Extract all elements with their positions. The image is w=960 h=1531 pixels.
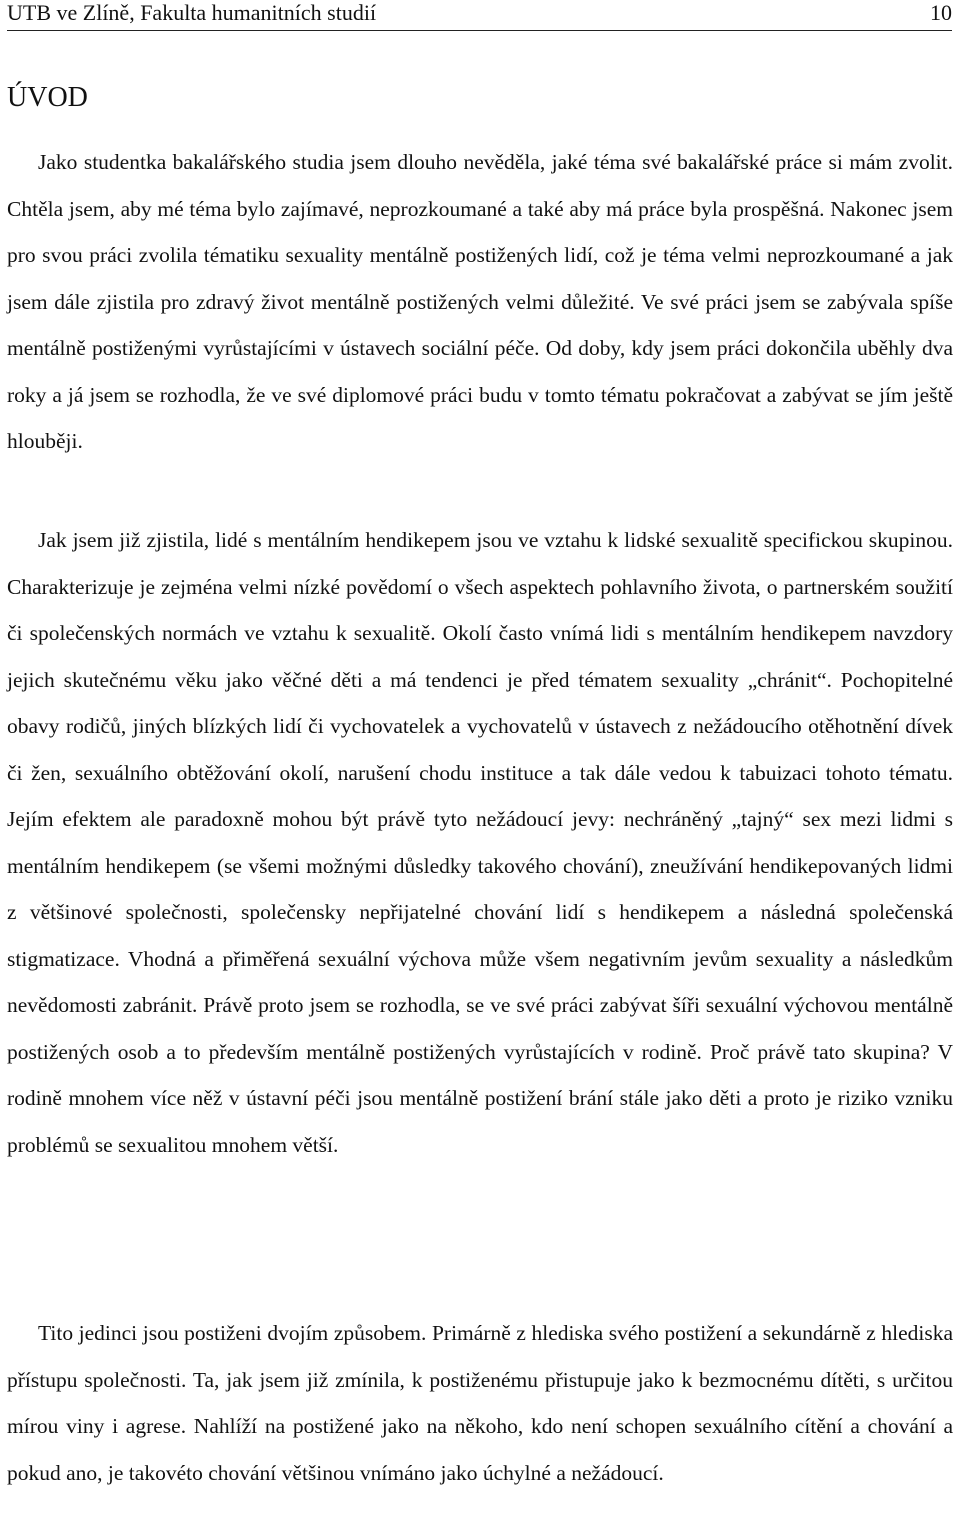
paragraph-2: Jak jsem již zjistila, lidé s mentálním hendikepem jsou ve vztahu k lidské sexualitě specifickou skupinou. Charakterizuje je zejména velmi nízké povědomí o všech aspektech pohlavního života, o partnerském soužití či společenských normách ve vztahu k sexualitě. Okolí často vnímá lidi s mentálním hendikepem navzdory jejich skutečnému věku jako věčné děti a má tendenci je před tématem sexuality „chránit“. Pochopitelné obavy rodičů, jiných blízkých lidí či vychovatelek a vychovatelů v ústavech z nežádoucího otěhotnění dívek či žen, sexuálního obtěžování okolí, narušení chodu instituce a tak dále vedou k tabuizaci tohoto tématu. Jejím efektem ale paradoxně mohou být právě tyto nežádoucí jevy: nechráněný „tajný“ sex mezi lidmi s mentálním hendikepem (se všemi možnými důsledky takového chování), zneužívání hendikepovaných lidmi z většinové společnosti, společensky nepřijatelné chování lidí s hendikepem a následná společenská stigmatizace. Vhodná a přiměřená sexuální výchova může všem negativním jevům sexuality a následkům nevědomosti zabránit. Právě proto jsem se rozhodla, se ve své práci zabývat šíři sexuální výchovou mentálně postižených osob a to především mentálně postižených vyrůstajících v rodině. Proč právě tato skupina? V rodině mnohem více něž v ústavní péči jsou mentálně postižení brání stále jako děti a proto je riziko vzniku problémů se sexualitou mnohem větší.: [7, 528, 953, 1157]
page-number: 10: [930, 0, 952, 25]
paragraph-3: Tito jedinci jsou postiženi dvojím způsobem. Primárně z hlediska svého postižení a sekundárně z hlediska přístupu společnosti. Ta, jak jsem již zmínila, k postiženému přistupuje jako k bezmocnému dítěti, s určitou mírou viny i agrese. Nahlíží na postižené jako na někoho, kdo není schopen sexuálního cítění a chování a pokud ano, je takovéto chování většinou vnímáno jako úchylné a nežádoucí.: [7, 1321, 953, 1485]
running-header: [7, 0, 952, 31]
header-institution: UTB ve Zlíně, Fakulta humanitních studií: [7, 0, 377, 25]
paragraph-1: Jako studentka bakalářského studia jsem dlouho nevěděla, jaké téma své bakalářské práce si mám zvolit. Chtěla jsem, aby mé téma bylo zajímavé, neprozkoumané a také aby má práce byla prospěšná. Nakonec jsem pro svou práci zvolila tématiku sexuality mentálně postižených lidí, což je téma velmi neprozkoumané a jak jsem dále zjistila pro zdravý život mentálně postižených velmi důležité. Ve své práci jsem se zabývala spíše mentálně postiženými vyrůstajícími v ústavech sociální péče. Od doby, kdy jsem práci dokončila uběhly dva roky a já jsem se rozhodla, že ve své diplomové práci budu v tomto tématu pokračovat a zabývat se jím ještě hlouběji.: [7, 150, 953, 453]
chapter-title: ÚVOD: [7, 82, 88, 113]
